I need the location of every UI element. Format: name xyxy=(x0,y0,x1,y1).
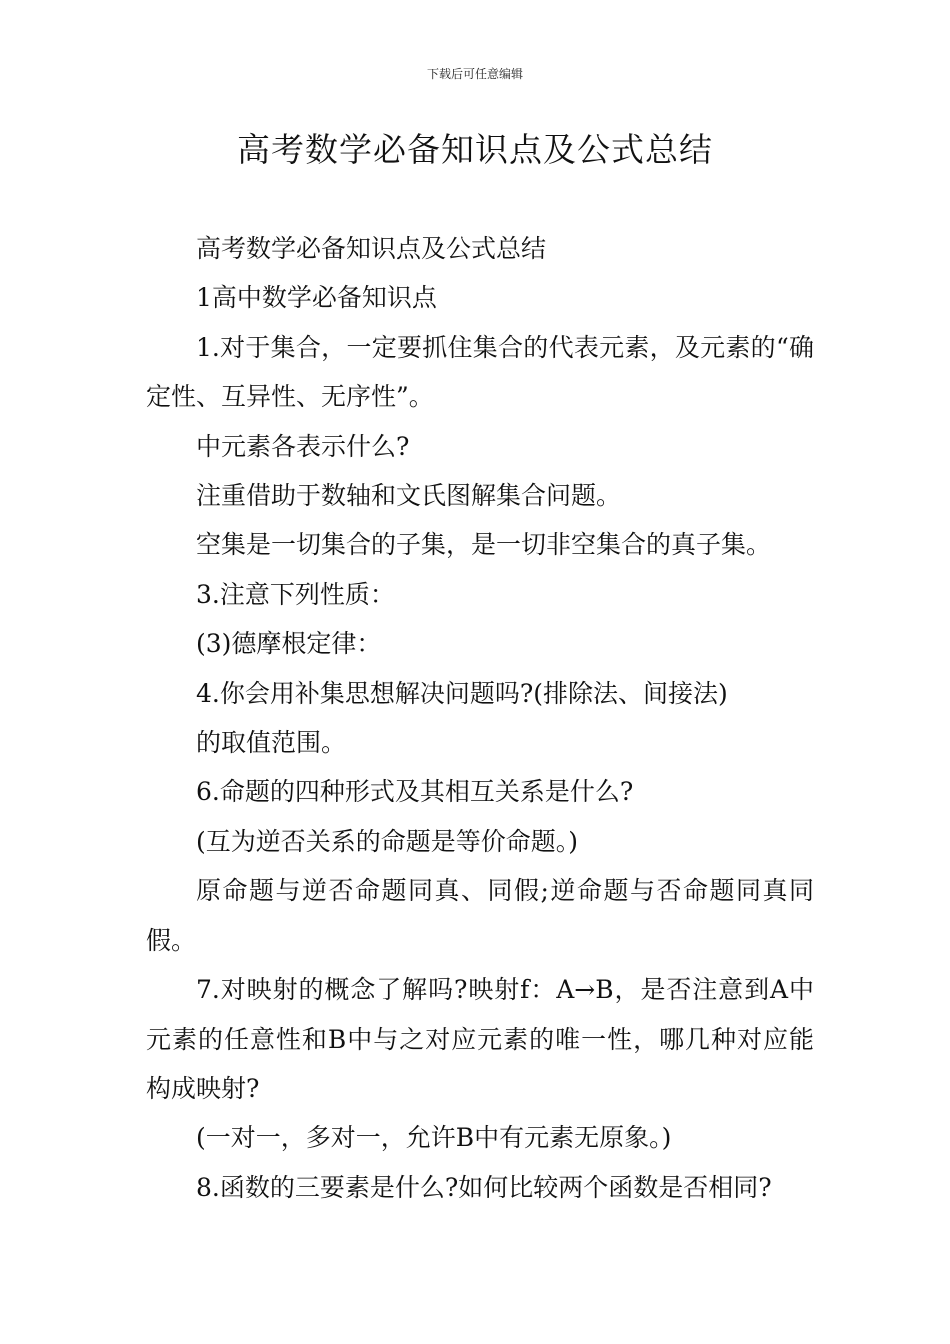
paragraph: 的取值范围。 xyxy=(196,728,347,758)
document-title: 高考数学必备知识点及公式总结 xyxy=(237,130,713,169)
paragraph: 中元素各表示什么? xyxy=(196,431,410,461)
paragraph: 6.命题的四种形式及其相互关系是什么? xyxy=(196,777,634,807)
header-note: 下载后可任意编辑 xyxy=(426,67,523,81)
paragraph: (一对一，多对一，允许B中有元素无原象。) xyxy=(196,1123,672,1153)
paragraph: 原命题与逆否命题同真、同假;逆命题与否命题同真同假。 xyxy=(146,876,814,955)
paragraph: 高考数学必备知识点及公式总结 xyxy=(196,234,547,263)
paragraph: 3.注意下列性质： xyxy=(196,579,395,609)
paragraph: 8.函数的三要素是什么?如何比较两个函数是否相同? xyxy=(196,1172,772,1202)
paragraph: 空集是一切集合的子集，是一切非空集合的真子集。 xyxy=(196,530,772,560)
document-body xyxy=(146,224,814,1212)
paragraph: (互为逆否关系的命题是等价命题。) xyxy=(196,826,579,856)
paragraph: 1高中数学必备知识点 xyxy=(196,283,437,313)
paragraph: (3)德摩根定律： xyxy=(196,629,382,659)
paragraph: 7.对映射的概念了解吗?映射f：A→B，是否注意到A中元素的任意性和B中与之对应元素的唯一性，哪几种对应能构成映射? xyxy=(146,975,814,1103)
paragraph: 1.对于集合，一定要抓住集合的代表元素，及元素的“确定性、互异性、无序性”。 xyxy=(146,332,814,412)
paragraph: 4.你会用补集思想解决问题吗?(排除法、间接法) xyxy=(196,678,728,708)
paragraph: 注重借助于数轴和文氏图解集合问题。 xyxy=(196,481,622,511)
